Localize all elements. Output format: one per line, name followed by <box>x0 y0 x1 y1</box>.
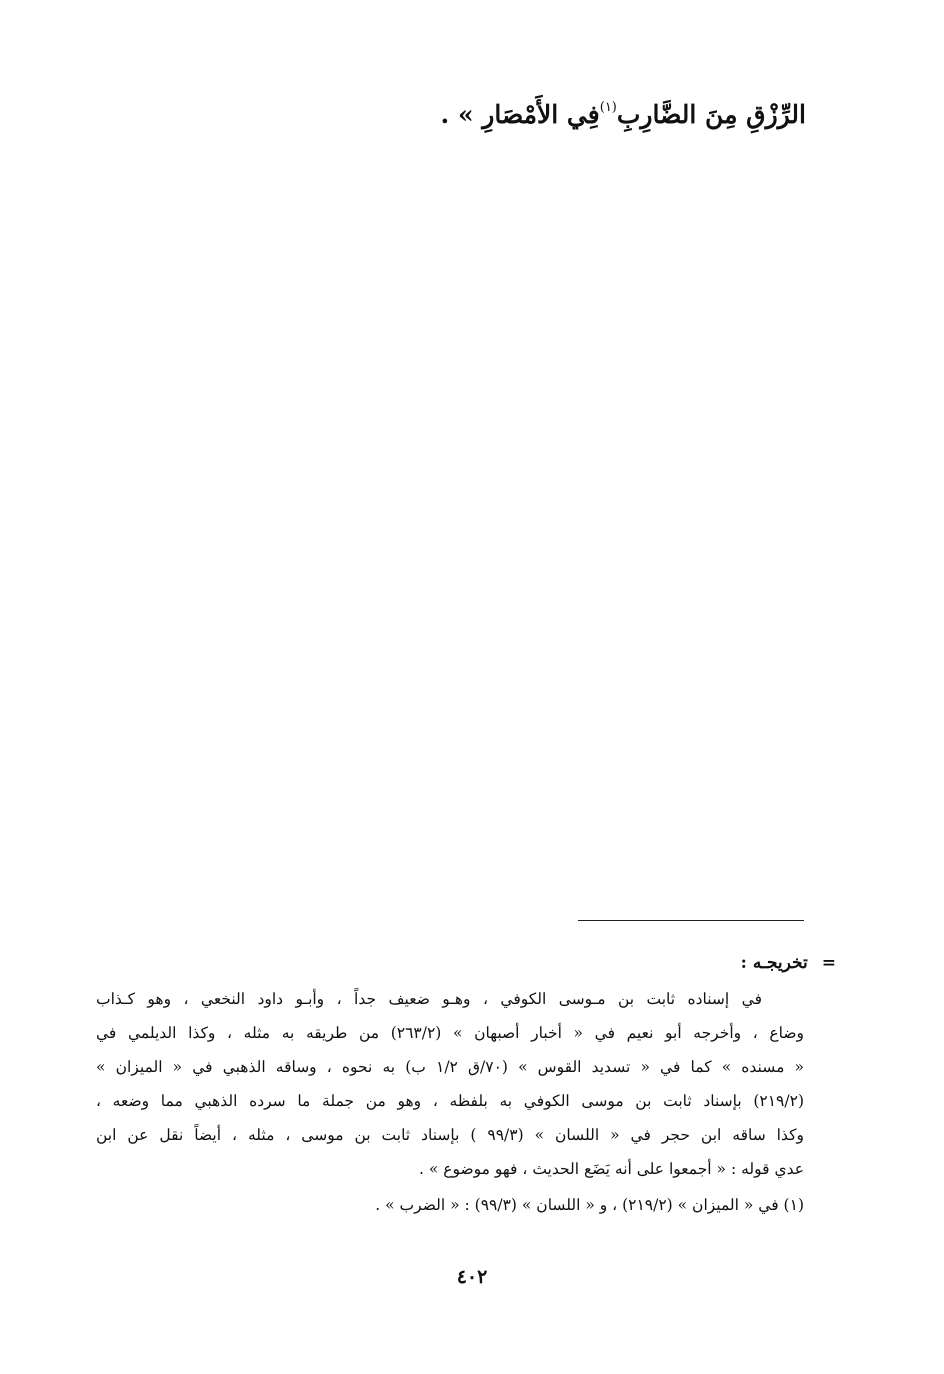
takhrij-line: وكذا ساقه ابن حجر في « اللسان » (٩٩/٣ ) بإسناد ثابت بن موسى ، مثله ، أيضاً نقل عن ابن <box>96 1126 804 1144</box>
takhrij-heading-row <box>96 946 836 982</box>
takhrij-heading: تخريجـه : <box>740 953 808 973</box>
main-text-before-ref: الرِّزْقِ مِنَ الضَّارِبِ <box>616 100 806 129</box>
page-number: ٤٠٢ <box>456 1266 488 1288</box>
footnotes-section <box>96 946 836 1222</box>
takhrij-line: (٢١٩/٢) بإسناد ثابت بن موسى الكوفي به بلفظه ، وهو من جملة ما سرده الذهبي مما وضعه ، <box>96 1092 804 1110</box>
takhrij-line: في إسناده ثابت بن مـوسى الكوفي ، وهـو ضعيف جداً ، وأبـو داود النخعي ، وهو كـذاب <box>96 990 762 1008</box>
takhrij-body <box>96 982 804 1186</box>
footnote-separator <box>578 920 804 921</box>
footnote-ref-marker[interactable]: (١) <box>599 100 617 115</box>
main-text-after-ref: فِي الأَمْصَارِ » . <box>440 100 600 129</box>
continuation-mark: = <box>821 953 836 973</box>
main-text-line <box>106 88 806 135</box>
takhrij-line: « مسنده » كما في « تسديد القوس » (٧٠/ق ١/٢ ب) به نحوه ، وساقه الذهبي في « الميزان » <box>96 1058 804 1076</box>
footnote-1: (١) في « الميزان » (٢١٩/٢) ، و « اللسان » (٩٩/٣) : « الضرب » . <box>375 1196 804 1214</box>
takhrij-line: وضاع ، وأخرجه أبو نعيم في « أخبار أصبهان » (٢٦٣/٢) من طريقه به مثله ، وكذا الديلمي في <box>96 1024 804 1042</box>
takhrij-line: عدي قوله : « أجمعوا على أنه يَضَع الحديث ، فهو موضوع » . <box>418 1160 804 1178</box>
